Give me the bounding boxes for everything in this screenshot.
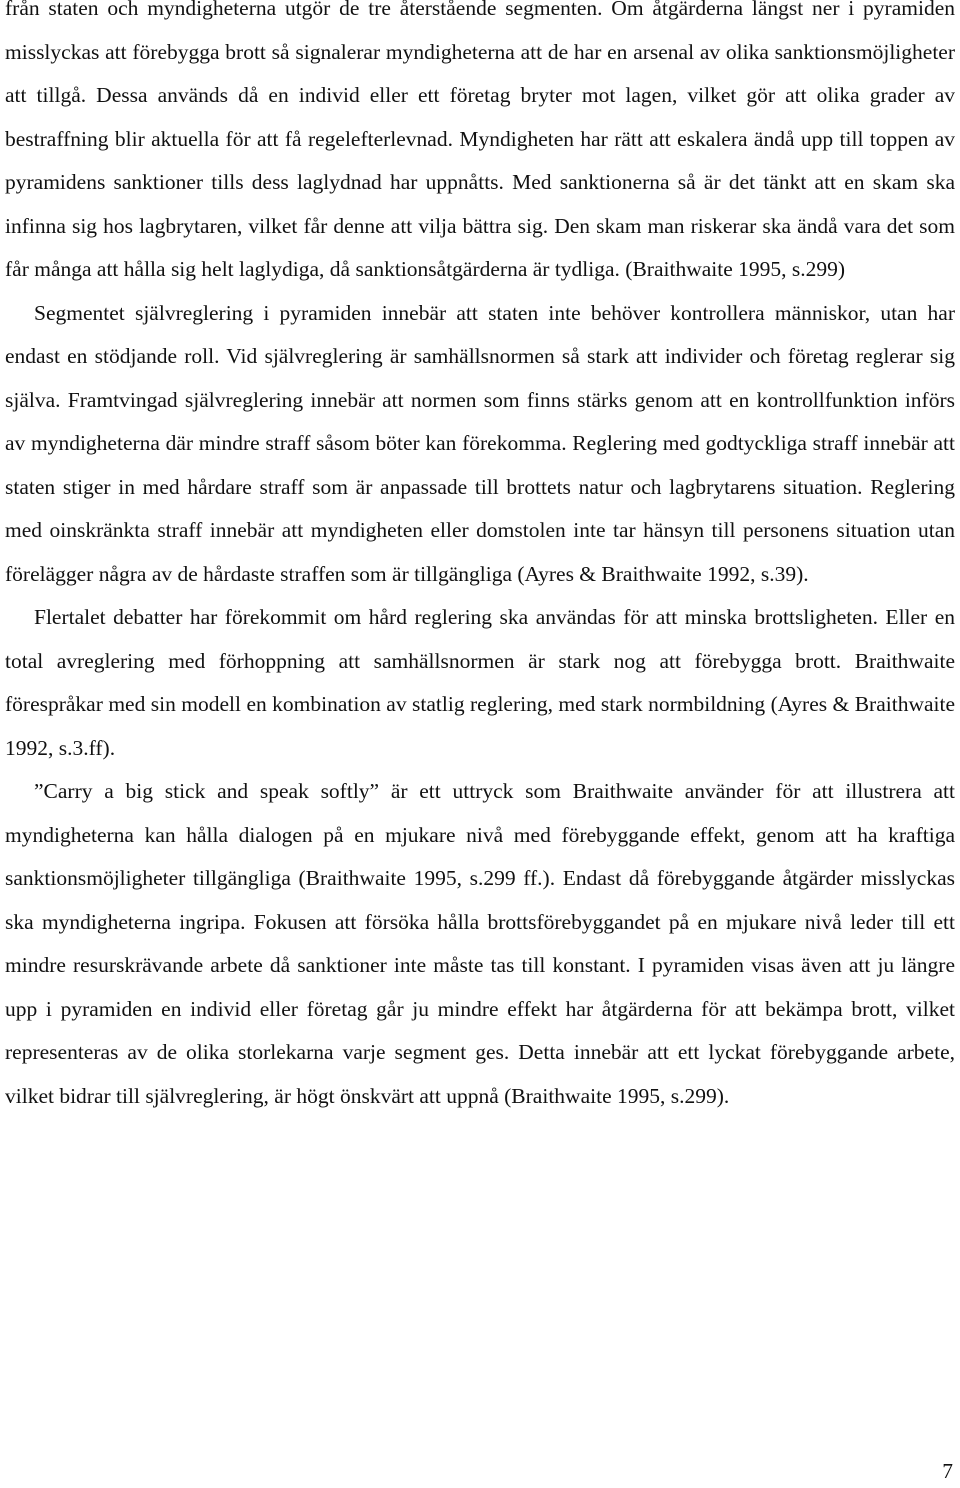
body-paragraph: Flertalet debatter har förekommit om hård reglering ska användas för att minska brottsligheten. Eller en total avreglering med förhoppning att samhällsnormen är stark nog att förebygga brott. Braithwaite förespråkar med sin modell en kombination av statlig reglering, med stark normbildning (Ayres & Braithwaite 1992, s.3.ff). — [5, 605, 955, 760]
body-paragraph: ”Carry a big stick and speak softly” är ett uttryck som Braithwaite använder för att illustrera att myndigheterna kan hålla dialogen på en mjukare nivå med förebyggande effekt, genom att ha kraftiga sanktionsmöjligheter tillgängliga (Braithwaite 1995, s.299 ff.). Endast då förebyggande åtgärder misslyckas ska myndigheterna ingripa. Fokusen att försöka hålla brottsförebyggandet på en mjukare nivå leder till ett mindre resurskrävande arbete då sanktioner inte måste tas till konstant. I pyramiden visas även att ju längre upp i pyramiden en individ eller företag går ju mindre effekt har åtgärderna för att bekämpa brott, vilket representeras av de olika storlekarna varje segment ges. Detta innebär att ett lyckat förebyggande arbete, vilket bidrar till självreglering, är högt önskvärt att uppnå (Braithwaite 1995, s.299). — [5, 779, 955, 1108]
body-paragraph: Segmentet självreglering i pyramiden innebär att staten inte behöver kontrollera människor, utan har endast en stödjande roll. Vid självreglering är samhällsnormen så stark att individer och företag reglerar sig själva. Framtvingad självreglering innebär att normen som finns stärks genom att en kontrollfunktion införs av myndigheterna där mindre straff såsom böter kan förekomma. Reglering med godtyckliga straff innebär att staten stiger in med hårdare straff som är anpassade till brottets natur och lagbrytarens situation. Reglering med oinskränkta straff innebär att myndigheten eller domstolen inte tar hänsyn till personens situation utan förelägger några av de hårdaste straffen som är tillgängliga (Ayres & Braithwaite 1992, s.39). — [5, 300, 955, 586]
body-paragraph: från staten och myndigheterna utgör de tre återstående segmenten. Om åtgärderna längst ner i pyramiden misslyckas att förebygga brott så signalerar myndigheterna att de har en arsenal av olika sanktionsmöjligheter att tillgå. Dessa används då en individ eller ett företag bryter mot lagen, vilket gör att olika grader av bestraffning blir aktuella för att få regelefterlevnad. Myndigheten har rätt att eskalera ändå upp till toppen av pyramidens sanktioner tills dess laglydnad har uppnåtts. Med sanktionerna så är det tänkt att en skam ska infinna sig hos lagbrytaren, vilket får denne att vilja bättra sig. Den skam man riskerar ska ändå vara det som får många att hålla sig helt laglydiga, då sanktionsåtgärderna är tydliga. (Braithwaite 1995, s.299) — [5, 0, 955, 281]
document-page — [5, 0, 955, 1118]
page-number: 7 — [942, 1459, 953, 1483]
